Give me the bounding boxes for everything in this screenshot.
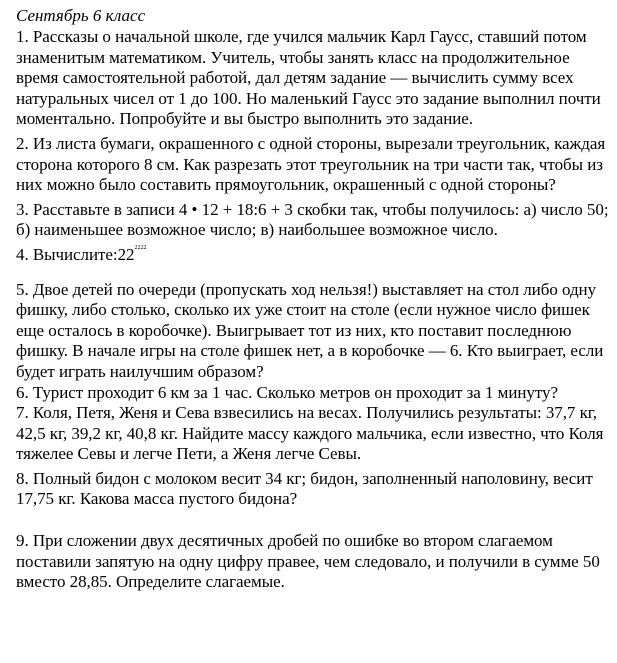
problem-1: 1. Рассказы о начальной школе, где учился мальчик Карл Гаусс, ставший потом знаменитым математиком. Учитель, чтобы занять класс на продолжительное время самостоятельной работой, дал детям задание — вычислить сумму всех натуральных чисел от 1 до 100. Но маленький Гаусс это задание выполнил почти моментально. Попробуйте и вы быстро выполнить это задание. [16,27,601,129]
problem-4 [16,245,612,266]
problem-7: 7. Коля, Петя, Женя и Сева взвесились на весах. Получились результаты: 37,7 кг, 42,5 кг, 39,2 кг, 40,8 кг. Найдите массу каждого мальчика, если известно, что Коля тяжелее Севы и легче Пети, а Женя легче Севы. [16,403,604,464]
document-page [16,6,612,593]
problem-4-exponent: 2222 [134,244,147,251]
problem-9: 9. При сложении двух десятичных дробей по ошибке во втором слагаемом поставили запятую на одну цифру правее, чем следовало, и получили в сумме 50 вместо 28,85. Определите слагаемые. [16,531,600,592]
problem-2: 2. Из листа бумаги, окрашенного с одной стороны, вырезали треугольник, каждая сторона которого 8 см. Как разрезать этот треугольник на три части так, чтобы из них можно было составить прямоугольник, окрашенный с одной стороны? [16,133,606,195]
problem-3: 3. Расставьте в записи 4 • 12 + 18:6 + 3 скобки так, чтобы получилось: а) число 50; б) наименьшее возможное число; в) наибольшее возможное число. [16,199,609,240]
document-heading: Сентябрь 6 класс [16,6,146,25]
problem-8: 8. Полный бидон с молоком весит 34 кг; бидон, заполненный наполовину, весит 17,75 кг. Какова масса пустого бидона? [16,468,593,509]
problem-4-text: 4. Вычислите:22 [16,244,135,264]
problem-5: 5. Двое детей по очереди (пропускать ход нельзя!) выставляет на стол либо одну фишку, либо столько, сколько их уже стоит на столе (если нужное число фишек еще осталось в коробочке). Выигрывает тот из них, кто поставит последнюю фишку. В начале игры на столе фишек нет, а в коробочке — 6. Кто выиграет, если будет играть наилучшим образом? [16,279,604,381]
problem-6: 6. Турист проходит 6 км за 1 час. Сколько метров он проходит за 1 минуту? [16,382,558,402]
